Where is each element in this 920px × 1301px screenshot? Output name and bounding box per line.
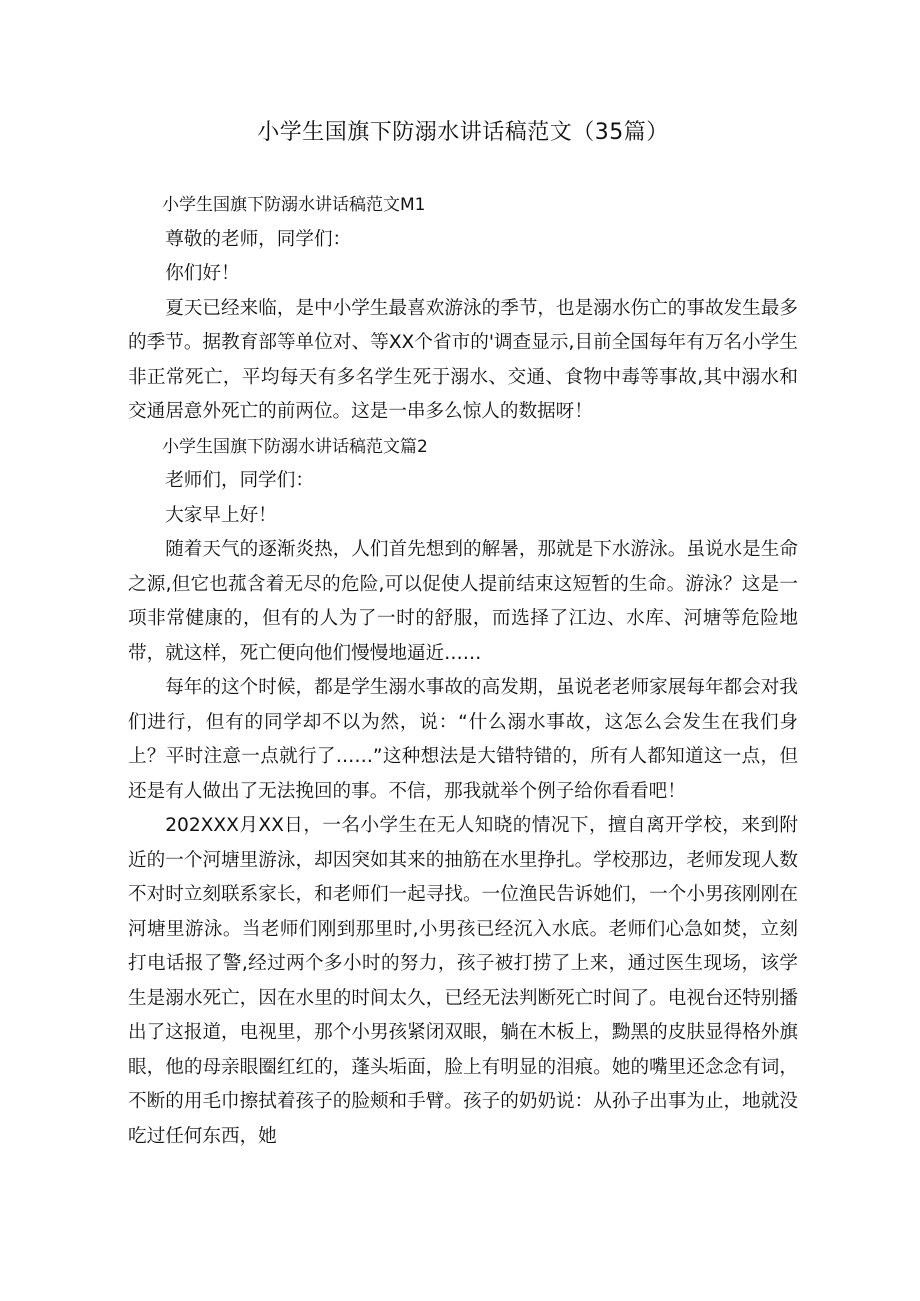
document-title: 小学生国旗下防溺水讲话稿范文（35篇） [257, 120, 669, 145]
body-paragraph: 每年的这个时候，都是学生溺水事故的高发期，虽说老老师家展每年都会对我们进行，但有的同学却不以为然，说：“什么溺水事故，这怎么会发生在我们身上？平时注意一点就行了……”这种想法是大错特错的，所有人都知道这一点，但还是有人做出了无法挽回的事。不信，那我就举个例子给你看看吧！ [128, 677, 798, 802]
section-heading: 小学生国旗下防溺水讲话稿范文M1 [162, 195, 426, 215]
greeting: 你们好！ [165, 263, 240, 284]
section-heading: 小学生国旗下防溺水讲话稿范文篇2 [162, 436, 428, 457]
greeting: 大家早上好！ [165, 504, 277, 526]
body-paragraph: 夏天已经来临，是中小学生最喜欢游泳的季节，也是溺水伤亡的事故发生最多的季节。据教育部等单位对、等XX个省市的'调查显示,目前全国每年有万名小学生非正常死亡，平均每天有多名学生死于溺水、交通、食物中毒等事故,其中溺水和交通居意外死亡的前两位。这是一串多么惊人的数据呀！ [128, 297, 798, 422]
document-body [128, 188, 798, 1154]
salutation: 老师们，同学们： [165, 470, 314, 491]
body-paragraph: 随着天气的逐渐炎热，人们首先想到的解暑，那就是下水游泳。虽说水是生命之源,但它也菰含着无尽的危险,可以促使人提前结束这短暂的生命。游泳？这是一项非常健康的，但有的人为了一时的舒服，而选择了江边、水库、河塘等危险地带，就这样，死亡便向他们慢慢地逼近…… [128, 539, 798, 664]
body-paragraph: 202XXX月XX日，一名小学生在无人知晓的情况下，擅自离开学校，来到附近的一个河塘里游泳，却因突如其来的抽筋在水里挣扎。学校那边，老师发现人数不对时立刻联系家长，和老师们一起寻找。一位渔民告诉她们，一个小男孩刚刚在河塘里游泳。当老师们刚到那里时,小男孩已经沉入水底。老师们心急如焚，立刻打电话报了警,经过两个多小时的努力，孩子被打捞了上来，通过医生现场，该学生是溺水死亡，因在水里的时间太久，已经无法判断死亡时间了。电视台还特别播出了这报道，电视里，那个小男孩紧闭双眼，躺在木板上，黝黑的皮肤显得格外旗眼，他的母亲眼圈红红的，蓬头垢面，脸上有明显的泪痕。她的嘴里还念念有词，不断的用毛巾擦拭着孩子的脸颊和手臂。孩子的奶奶说：从孙子出事为止，地就没吃过任何东西，她 [128, 815, 798, 1147]
salutation: 尊敬的老师，同学们： [165, 228, 352, 250]
